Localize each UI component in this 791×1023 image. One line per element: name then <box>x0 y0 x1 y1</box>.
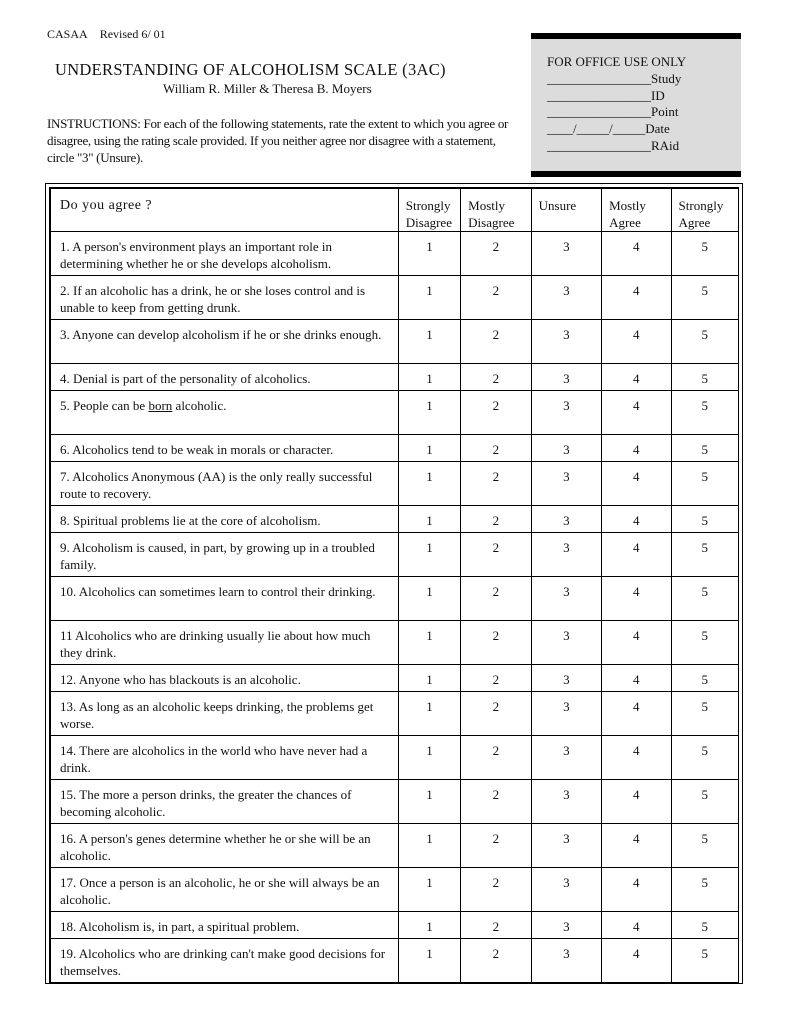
office-field-study[interactable]: ________________Study <box>547 70 682 86</box>
rating-option-4[interactable]: 4 <box>602 391 671 435</box>
rating-option-5[interactable]: 5 <box>671 939 738 983</box>
rating-option-5[interactable]: 5 <box>671 621 738 665</box>
rating-option-4[interactable]: 4 <box>602 320 671 364</box>
rating-option-5[interactable]: 5 <box>671 692 738 736</box>
rating-option-3[interactable]: 3 <box>531 391 601 435</box>
statement-text: 9. Alcoholism is caused, in part, by growing up in a troubled family. <box>50 533 398 577</box>
rating-option-1[interactable]: 1 <box>398 506 460 533</box>
rating-option-1[interactable]: 1 <box>398 232 460 276</box>
rating-option-3[interactable]: 3 <box>531 364 601 391</box>
statement-text: 16. A person's genes determine whether he or she will be an alcoholic. <box>50 824 398 868</box>
rating-option-2[interactable]: 2 <box>461 824 531 868</box>
rating-option-3[interactable]: 3 <box>531 435 601 462</box>
rating-option-1[interactable]: 1 <box>398 868 460 912</box>
rating-option-2[interactable]: 2 <box>461 364 531 391</box>
rating-option-3[interactable]: 3 <box>531 780 601 824</box>
page-title: UNDERSTANDING OF ALCOHOLISM SCALE (3AC) <box>55 60 446 79</box>
rating-option-1[interactable]: 1 <box>398 912 460 939</box>
form-header <box>47 27 166 42</box>
rating-option-1[interactable]: 1 <box>398 692 460 736</box>
statement-text: 3. Anyone can develop alcoholism if he or she drinks enough. <box>50 320 398 364</box>
rating-option-1[interactable]: 1 <box>398 364 460 391</box>
form-code: CASAA <box>47 27 88 41</box>
rating-option-3[interactable]: 3 <box>531 621 601 665</box>
office-use-box <box>531 33 741 177</box>
question-header: Do you agree ? <box>50 188 398 232</box>
rating-option-3[interactable]: 3 <box>531 577 601 621</box>
statement-text: 8. Spiritual problems lie at the core of alcoholism. <box>50 506 398 533</box>
col-header-strongly-agree: Strongly Agree <box>671 188 738 232</box>
rating-option-4[interactable]: 4 <box>602 462 671 506</box>
rating-option-1[interactable]: 1 <box>398 780 460 824</box>
table-row <box>50 533 739 577</box>
rating-option-3[interactable]: 3 <box>531 320 601 364</box>
statement-text: 7. Alcoholics Anonymous (AA) is the only really successful route to recovery. <box>50 462 398 506</box>
statement-text: 13. As long as an alcoholic keeps drinking, the problems get worse. <box>50 692 398 736</box>
rating-option-4[interactable]: 4 <box>602 435 671 462</box>
rating-option-1[interactable]: 1 <box>398 533 460 577</box>
table-row <box>50 577 739 621</box>
table-row <box>50 912 739 939</box>
revision-date: Revised 6/ 01 <box>99 27 166 41</box>
table-row <box>50 364 739 391</box>
rating-option-3[interactable]: 3 <box>531 232 601 276</box>
table-row <box>50 780 739 824</box>
table-row <box>50 736 739 780</box>
rating-option-4[interactable]: 4 <box>602 533 671 577</box>
rating-option-3[interactable]: 3 <box>531 912 601 939</box>
statement-text: 11 Alcoholics who are drinking usually lie about how much they drink. <box>50 621 398 665</box>
rating-option-2[interactable]: 2 <box>461 780 531 824</box>
office-field-id[interactable]: ________________ID <box>547 87 665 103</box>
office-field-point[interactable]: ________________Point <box>547 104 679 120</box>
rating-option-2[interactable]: 2 <box>461 577 531 621</box>
table-row <box>50 276 739 320</box>
table-row <box>50 462 739 506</box>
table-row <box>50 320 739 364</box>
rating-option-1[interactable]: 1 <box>398 435 460 462</box>
rating-option-5[interactable]: 5 <box>671 232 738 276</box>
statement-text: 1. A person's environment plays an important role in determining whether he or she develops alcoholism. <box>50 232 398 276</box>
office-heading: FOR OFFICE USE ONLY <box>547 54 687 69</box>
rating-option-5[interactable]: 5 <box>671 780 738 824</box>
rating-option-4[interactable]: 4 <box>602 692 671 736</box>
rating-option-3[interactable]: 3 <box>531 665 601 692</box>
table-row <box>50 621 739 665</box>
rating-option-5[interactable]: 5 <box>671 577 738 621</box>
rating-option-4[interactable]: 4 <box>602 506 671 533</box>
table-row <box>50 506 739 533</box>
rating-option-2[interactable]: 2 <box>461 912 531 939</box>
rating-option-3[interactable]: 3 <box>531 276 601 320</box>
statement-text: 4. Denial is part of the personality of alcoholics. <box>50 364 398 391</box>
rating-option-4[interactable]: 4 <box>602 912 671 939</box>
table-row <box>50 665 739 692</box>
rating-option-4[interactable]: 4 <box>602 621 671 665</box>
rating-option-3[interactable]: 3 <box>531 736 601 780</box>
rating-option-5[interactable]: 5 <box>671 435 738 462</box>
rating-option-1[interactable]: 1 <box>398 276 460 320</box>
rating-table <box>49 187 739 983</box>
rating-option-2[interactable]: 2 <box>461 462 531 506</box>
table-header-row <box>50 188 739 232</box>
rating-option-4[interactable]: 4 <box>602 665 671 692</box>
rating-option-2[interactable]: 2 <box>461 868 531 912</box>
rating-option-1[interactable]: 1 <box>398 939 460 983</box>
rating-option-5[interactable]: 5 <box>671 665 738 692</box>
rating-option-2[interactable]: 2 <box>461 621 531 665</box>
rating-option-5[interactable]: 5 <box>671 276 738 320</box>
statement-text: 5. People can be born alcoholic. <box>50 391 398 435</box>
table-row <box>50 868 739 912</box>
rating-option-2[interactable]: 2 <box>461 276 531 320</box>
rating-option-1[interactable]: 1 <box>398 621 460 665</box>
rating-option-2[interactable]: 2 <box>461 736 531 780</box>
statement-text: 2. If an alcoholic has a drink, he or she loses control and is unable to keep from getting drunk. <box>50 276 398 320</box>
rating-option-1[interactable]: 1 <box>398 577 460 621</box>
rating-option-1[interactable]: 1 <box>398 824 460 868</box>
rating-option-4[interactable]: 4 <box>602 364 671 391</box>
statement-text: 12. Anyone who has blackouts is an alcoholic. <box>50 665 398 692</box>
rating-option-2[interactable]: 2 <box>461 692 531 736</box>
table-row <box>50 435 739 462</box>
table-row <box>50 692 739 736</box>
rating-option-5[interactable]: 5 <box>671 320 738 364</box>
statement-text: 19. Alcoholics who are drinking can't make good decisions for themselves. <box>50 939 398 983</box>
statement-text: 6. Alcoholics tend to be weak in morals or character. <box>50 435 398 462</box>
rating-option-2[interactable]: 2 <box>461 232 531 276</box>
rating-option-5[interactable]: 5 <box>671 506 738 533</box>
rating-option-4[interactable]: 4 <box>602 824 671 868</box>
authors: William R. Miller & Theresa B. Moyers <box>163 81 372 96</box>
rating-option-3[interactable]: 3 <box>531 939 601 983</box>
col-header-strongly-disagree: Strongly Disagree <box>398 188 460 232</box>
rating-option-2[interactable]: 2 <box>461 506 531 533</box>
rating-option-3[interactable]: 3 <box>531 506 601 533</box>
rating-option-1[interactable]: 1 <box>398 736 460 780</box>
statement-text: 17. Once a person is an alcoholic, he or she will always be an alcoholic. <box>50 868 398 912</box>
rating-option-2[interactable]: 2 <box>461 435 531 462</box>
rating-option-4[interactable]: 4 <box>602 577 671 621</box>
table-row <box>50 391 739 435</box>
rating-option-4[interactable]: 4 <box>602 736 671 780</box>
rating-option-4[interactable]: 4 <box>602 868 671 912</box>
rating-option-1[interactable]: 1 <box>398 462 460 506</box>
rating-option-1[interactable]: 1 <box>398 320 460 364</box>
statement-text: 18. Alcoholism is, in part, a spiritual problem. <box>50 912 398 939</box>
rating-option-3[interactable]: 3 <box>531 692 601 736</box>
statement-text: 14. There are alcoholics in the world who have never had a drink. <box>50 736 398 780</box>
rating-option-2[interactable]: 2 <box>461 665 531 692</box>
rating-option-5[interactable]: 5 <box>671 364 738 391</box>
rating-option-5[interactable]: 5 <box>671 868 738 912</box>
rating-option-3[interactable]: 3 <box>531 462 601 506</box>
col-header-unsure: Unsure <box>531 188 601 232</box>
col-header-mostly-agree: Mostly Agree <box>602 188 671 232</box>
rating-option-3[interactable]: 3 <box>531 824 601 868</box>
rating-option-4[interactable]: 4 <box>602 780 671 824</box>
rating-option-3[interactable]: 3 <box>531 868 601 912</box>
table-row <box>50 824 739 868</box>
statement-text: 10. Alcoholics can sometimes learn to control their drinking. <box>50 577 398 621</box>
rating-option-5[interactable]: 5 <box>671 824 738 868</box>
table-row <box>50 939 739 983</box>
rating-option-4[interactable]: 4 <box>602 232 671 276</box>
rating-option-2[interactable]: 2 <box>461 391 531 435</box>
rating-table-frame <box>45 183 743 984</box>
office-field-date[interactable]: ____/_____/_____Date <box>547 121 670 137</box>
rating-option-2[interactable]: 2 <box>461 533 531 577</box>
col-header-mostly-disagree: Mostly Disagree <box>461 188 531 232</box>
rating-option-2[interactable]: 2 <box>461 320 531 364</box>
office-field-raid[interactable]: ________________RAid <box>547 137 680 153</box>
rating-option-1[interactable]: 1 <box>398 665 460 692</box>
rating-option-5[interactable]: 5 <box>671 736 738 780</box>
rating-option-5[interactable]: 5 <box>671 912 738 939</box>
rating-option-4[interactable]: 4 <box>602 939 671 983</box>
rating-option-2[interactable]: 2 <box>461 939 531 983</box>
instructions: INSTRUCTIONS: For each of the following statements, rate the extent to which you agree or disagree, using the rating scale provided. If you neither agree nor disagree with a statement, circle "3" (Unsure). <box>47 116 509 165</box>
table-row <box>50 232 739 276</box>
rating-option-5[interactable]: 5 <box>671 391 738 435</box>
rating-option-3[interactable]: 3 <box>531 533 601 577</box>
rating-option-1[interactable]: 1 <box>398 391 460 435</box>
statement-text: 15. The more a person drinks, the greater the chances of becoming alcoholic. <box>50 780 398 824</box>
rating-option-5[interactable]: 5 <box>671 462 738 506</box>
rating-option-5[interactable]: 5 <box>671 533 738 577</box>
rating-option-4[interactable]: 4 <box>602 276 671 320</box>
